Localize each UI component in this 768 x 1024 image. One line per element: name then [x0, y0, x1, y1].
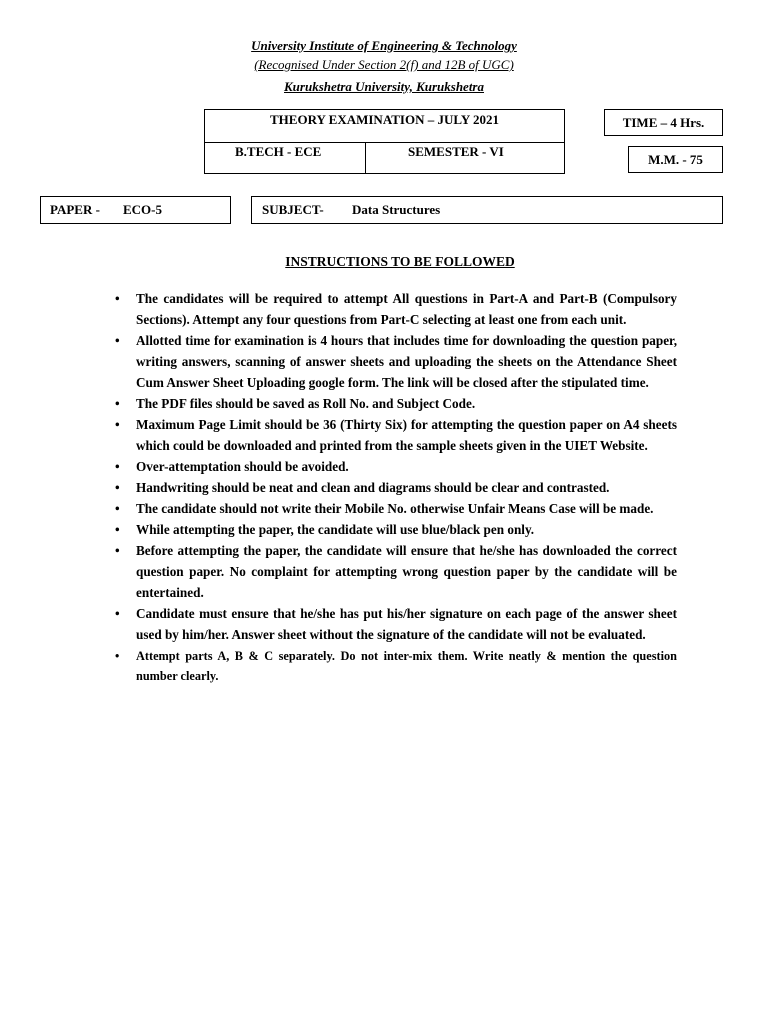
- subject-label: SUBJECT-: [262, 202, 324, 217]
- paper-label: PAPER -: [50, 202, 100, 217]
- paper-box: [40, 196, 231, 224]
- institute-name: University Institute of Engineering & Technology: [251, 38, 517, 53]
- table-divider: [365, 142, 366, 173]
- instructions-list: [136, 288, 677, 686]
- max-marks-label: M.M. - 75: [648, 152, 703, 167]
- course-label: B.TECH - ECE: [235, 144, 322, 159]
- time-label: TIME – 4 Hrs.: [622, 115, 705, 130]
- university-name: Kurukshetra University, Kurukshetra: [284, 79, 484, 94]
- list-item: • The candidate should not write their Mobile No. otherwise Unfair Means Case will be made.: [136, 498, 677, 519]
- exam-title-row: [205, 110, 564, 143]
- list-item: • The PDF files should be saved as Roll No. and Subject Code.: [136, 393, 677, 414]
- subject-box: [251, 196, 723, 224]
- paper-code: ECO-5: [123, 202, 162, 217]
- subject-name: Data Structures: [352, 202, 441, 217]
- recognition-line: (Recognised Under Section 2(f) and 12B of UGC): [254, 57, 514, 72]
- list-item: • The candidates will be required to attempt All questions in Part-A and Part-B (Compulsory Sections). Attempt any four questions from Part-C selecting at least one from each unit.: [136, 288, 677, 330]
- semester-label: SEMESTER - VI: [408, 144, 504, 159]
- list-item: • Candidate must ensure that he/she has put his/her signature on each page of the answer sheet used by him/her. Answer sheet without the signature of the candidate will not be evaluated.: [136, 603, 677, 645]
- list-item: • Handwriting should be neat and clean and diagrams should be clear and contrasted.: [136, 477, 677, 498]
- list-item: • While attempting the paper, the candidate will use blue/black pen only.: [136, 519, 677, 540]
- instructions-title: INSTRUCTIONS TO BE FOLLOWED: [285, 254, 515, 269]
- max-marks-box: [628, 146, 723, 173]
- list-item: • Maximum Page Limit should be 36 (Thirty Six) for attempting the question paper on A4 sheets which could be downloaded and printed from the sample sheets given in the UIET Website.: [136, 414, 677, 456]
- time-box: [604, 109, 723, 136]
- list-item: • Before attempting the paper, the candidate will ensure that he/she has downloaded the correct question paper. No complaint for attempting wrong question paper by the candidate will be entertained.: [136, 540, 677, 603]
- list-item: • Allotted time for examination is 4 hours that includes time for downloading the question paper, writing answers, scanning of answer sheets and uploading the sheets on the Attendance Sheet Cum Answer Sheet Uploading google form. The link will be closed after the stipulated time.: [136, 330, 677, 393]
- list-item: • Attempt parts A, B & C separately. Do not inter-mix them. Write neatly & mention the question number clearly.: [136, 646, 677, 686]
- exam-title: THEORY EXAMINATION – JULY 2021: [270, 112, 499, 127]
- list-item: • Over-attemptation should be avoided.: [136, 456, 677, 477]
- exam-table: [204, 109, 565, 174]
